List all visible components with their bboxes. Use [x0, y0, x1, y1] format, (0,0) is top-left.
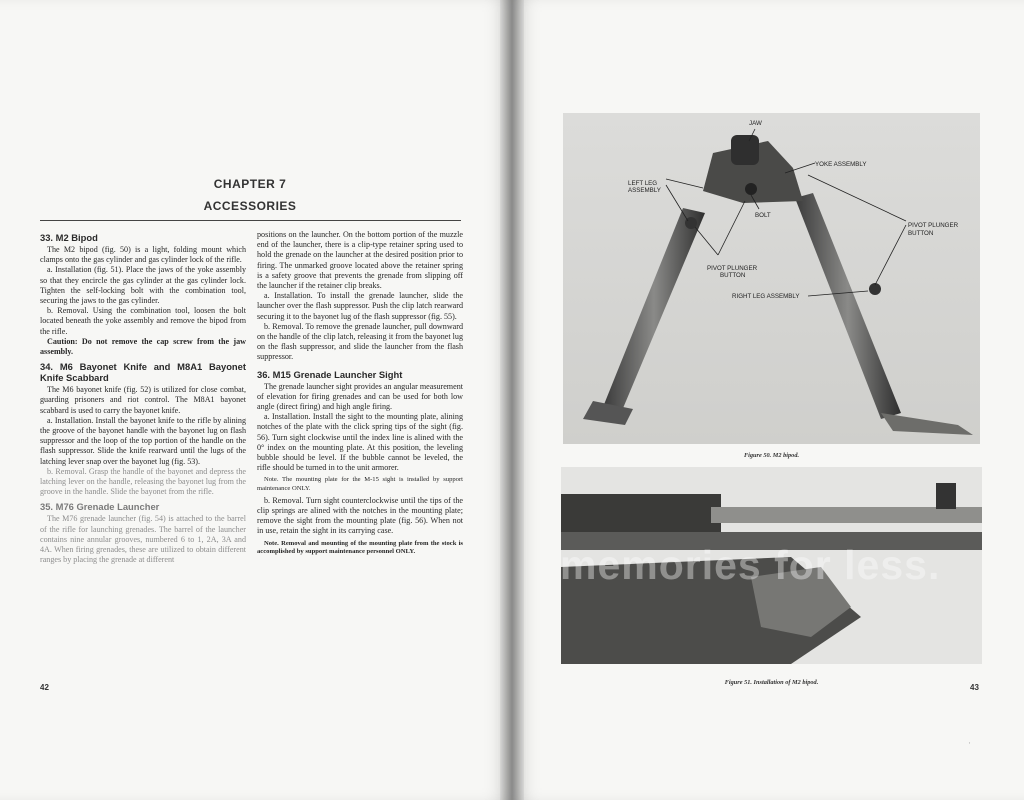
section-33-installation: a. Installation (fig. 51). Place the jaws of the yoke assembly so that they encircle the gas cylinder at the gas cylinder lock. Tighten the self-locking bolt with the combination tool, securing the jaws to the gas cylinder.	[40, 265, 246, 306]
section-36-installation: a. Installation. Install the sight to the mounting plate, alining notches of the plate with the click spring tips of the sight (fig. 56). Turn sight clockwise until the index line is alined with the 0° index on the mounting plate. At this position, the leveling bubble should be level. If the bubble cannot be leveled, the rifle should be turned in to the unit armorer.	[257, 412, 463, 473]
section-35-continued: positions on the launcher. On the bottom portion of the muzzle end of the launcher, there is a clip-type retainer spring used to hold the grenade on the launcher at the desired position prior to firing. The unmarked groove located above the retainer spring is a safety groove that prevents the grenade from slipping off the launcher if the retainer clip breaks.	[257, 230, 463, 291]
section-34-heading: 34. M6 Bayonet Knife and M8A1 Bayonet Knife Scabbard	[40, 361, 246, 384]
figure-50-caption: Figure 50. M2 bipod.	[743, 452, 800, 459]
faded-block	[40, 467, 246, 566]
callout-pivot-right-2: BUTTON	[908, 230, 934, 237]
callout-pivot-center-2: BUTTON	[720, 272, 746, 279]
jaw	[731, 135, 759, 165]
chapter-number: CHAPTER 7	[213, 177, 287, 191]
left-column	[40, 230, 246, 565]
section-36-note-2: Note. Removal and mounting of the mounting plate from the stock is accomplished by support maintenance personnel ONLY.	[257, 539, 463, 555]
section-36-note: Note. The mounting plate for the M-15 sight is installed by support maintenance ONLY.	[257, 476, 463, 492]
callout-left-leg-2: ASSEMBLY	[628, 187, 661, 194]
section-35-paragraph: The M76 grenade launcher (fig. 54) is attached to the barrel of the rifle for launching grenades. The barrel of the launcher contains nine annular grooves, numbered 6 to 1, 2A, 3A and 4A. When firing grenades, these are utilized to obtain different ranges by placing the grenade at different	[40, 514, 246, 565]
chapter-title: ACCESSORIES	[203, 199, 297, 213]
callout-left-leg-1: LEFT LEG	[628, 180, 658, 187]
callout-pivot-center-1: PIVOT PLUNGER	[707, 265, 758, 272]
page-number-right: 43	[970, 683, 979, 692]
figure-50-photo	[563, 113, 980, 444]
page-number-left: 42	[40, 683, 49, 692]
chapter-rule	[40, 220, 461, 221]
section-33-caution: Caution: Do not remove the cap screw from the jaw assembly.	[40, 336, 246, 357]
section-34-paragraph: The M6 bayonet knife (fig. 52) is utilized for close combat, guarding prisoners and riot control. The M8A1 bayonet scabbard is used to carry the bayonet knife.	[40, 385, 246, 415]
book-gutter	[500, 0, 524, 800]
callout-right-leg: RIGHT LEG ASSEMBLY	[732, 293, 800, 300]
callout-bolt: BOLT	[755, 212, 771, 219]
callout-jaw: JAW	[749, 120, 762, 127]
section-35-heading: 35. M76 Grenade Launcher	[40, 501, 160, 513]
section-36-paragraph: The grenade launcher sight provides an angular measurement of elevation for firing grenades and can be used for both low angle (direct firing) and high angle firing.	[257, 381, 463, 412]
bolt	[745, 183, 757, 195]
section-34-removal: b. Removal. Grasp the handle of the bayonet and depress the latching lever on the handle, releasing the bayonet lug from the groove in the handle. Slide the bayonet from the rifle.	[40, 466, 246, 497]
watermark: memories for less.	[560, 542, 941, 588]
section-35-installation: a. Installation. To install the grenade launcher, slide the launcher over the flash suppressor. Push the clip latch rearward securing it to the bayonet lug of the flash suppressor (fig. 55).	[257, 291, 463, 321]
section-33-removal: b. Removal. Using the combination tool, loosen the bolt located beneath the yoke assembly and remove the bipod from the rifle.	[40, 306, 246, 336]
figure-51-caption: Figure 51. Installation of M2 bipod.	[724, 679, 819, 686]
right-column	[257, 230, 463, 559]
section-33-heading: 33. M2 Bipod	[40, 232, 98, 243]
section-33-paragraph: The M2 bipod (fig. 50) is a light, folding mount which clamps onto the gas cylinder and gas cylinder lock of the rifle.	[40, 245, 246, 265]
page-smudge: ·	[968, 738, 971, 748]
section-36-heading: 36. M15 Grenade Launcher Sight	[257, 368, 403, 380]
section-34-installation: a. Installation. Install the bayonet knife to the rifle by alining the groove of the bayonet handle with the bayonet lug on flash suppressor and the loop of the top portion of the handle on the flash suppressor. Slide the knife rearward until the lugs of the latching lever snap over the bayonet lug (fig. 53).	[40, 415, 246, 466]
section-36-removal: b. Removal. Turn sight counterclockwise until the tips of the clip springs are alined with the notches in the mounting plate; remove the sight from the mounting plate (fig. 56). When not in use, retain the sight in its carrying case.	[257, 495, 463, 536]
rifle-stock	[561, 494, 721, 532]
section-35-removal: b. Removal. To remove the grenade launcher, pull downward on the handle of the clip latch, releasing it from the bayonet lug on the flash suppressor, and slide the launcher from the flash suppressor.	[257, 321, 463, 362]
front-sight	[936, 483, 956, 509]
barrel-top	[711, 507, 982, 523]
callout-yoke-assembly: YOKE ASSEMBLY	[815, 161, 867, 168]
callout-pivot-right-1: PIVOT PLUNGER	[908, 222, 959, 229]
